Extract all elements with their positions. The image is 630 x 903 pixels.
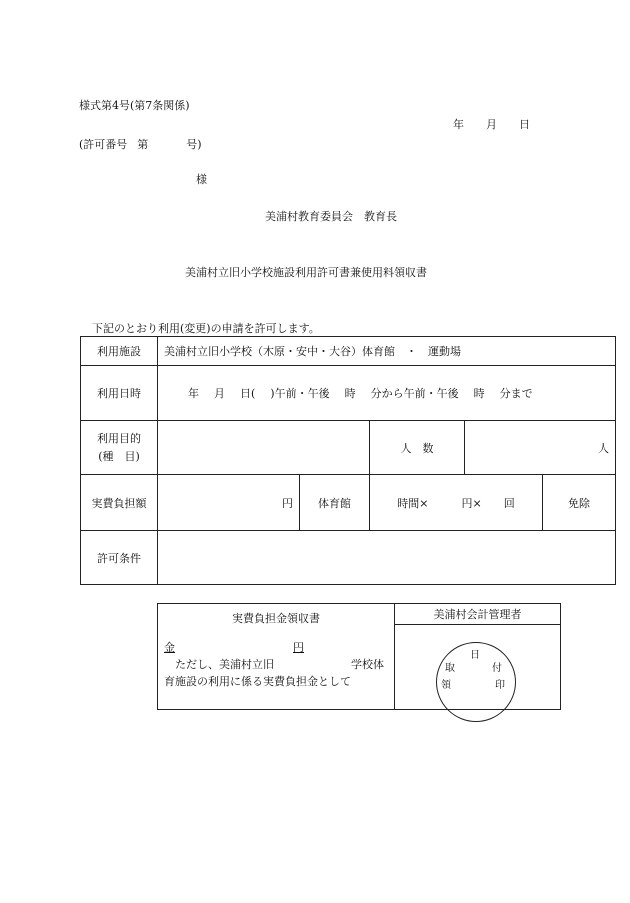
cost-exempt: 免除 bbox=[543, 475, 616, 531]
facility-value: 美浦村立旧小学校（木原・安中・大谷）体育館 ・ 運動場 bbox=[158, 337, 616, 366]
receipt-box bbox=[157, 603, 561, 710]
cost-gym: 体育館 bbox=[300, 475, 370, 531]
addressee: 様 bbox=[196, 173, 207, 186]
dt-hour1: 時 bbox=[344, 387, 356, 400]
date-month: 月 bbox=[486, 118, 497, 131]
receipt-title: 実費負担金領収書 bbox=[232, 612, 320, 625]
purpose-row bbox=[81, 421, 616, 475]
stamp-right1: 付 bbox=[492, 663, 502, 674]
datetime-row bbox=[81, 366, 616, 421]
datetime-value bbox=[158, 366, 616, 421]
people-unit: 人 bbox=[465, 421, 616, 475]
facility-row bbox=[81, 337, 616, 366]
permit-number bbox=[79, 136, 202, 152]
amount-prefix: 金 bbox=[164, 641, 175, 654]
stamp-left2: 領 bbox=[441, 680, 451, 691]
stamp-cell bbox=[395, 625, 561, 710]
amount-suffix: 円 bbox=[293, 641, 304, 654]
dt-day: 日( bbox=[240, 387, 256, 400]
conditions-value bbox=[158, 531, 616, 585]
receipt-note-2: 育施設の利用に係る実費負担金として bbox=[164, 675, 351, 688]
issue-date bbox=[453, 116, 552, 132]
date-year: 年 bbox=[453, 118, 464, 131]
datetime-label: 利用日時 bbox=[81, 366, 158, 421]
accounting-manager: 美浦村会計管理者 bbox=[395, 604, 561, 625]
dt-hour2: 時 bbox=[473, 387, 485, 400]
receipt-stamp-circle bbox=[436, 642, 516, 722]
purpose-label bbox=[81, 421, 158, 475]
facility-label: 利用施設 bbox=[81, 337, 158, 366]
permit-go: 号) bbox=[186, 138, 202, 151]
dt-until: 分まで bbox=[499, 387, 533, 400]
permit-dai: 第 bbox=[137, 138, 149, 151]
issuer: 美浦村教育委員会 教育長 bbox=[265, 210, 397, 223]
cost-row bbox=[81, 475, 616, 531]
intro-text: 下記のとおり利用(変更)の申請を許可します。 bbox=[92, 322, 320, 335]
purpose-label-line1: 利用目的 bbox=[97, 431, 141, 445]
date-day: 日 bbox=[519, 118, 530, 131]
purpose-value bbox=[158, 421, 370, 475]
conditions-row bbox=[81, 531, 616, 585]
dt-month: 月 bbox=[214, 387, 225, 400]
document-title: 美浦村立旧小学校施設利用許可書兼使用料領収書 bbox=[185, 266, 427, 279]
stamp-left1: 取 bbox=[445, 663, 455, 674]
form-number: 様式第4号(第7条関係) bbox=[79, 99, 190, 112]
people-label: 人 数 bbox=[370, 421, 465, 475]
cost-yen: 円 bbox=[158, 475, 300, 531]
dt-year: 年 bbox=[188, 387, 199, 400]
cost-label: 実費負担額 bbox=[81, 475, 158, 531]
purpose-label-line2: (種 目) bbox=[98, 449, 140, 463]
permit-prefix: (許可番号 bbox=[79, 138, 128, 151]
dt-from: 分から午前・午後 bbox=[370, 387, 459, 400]
cost-calc: 時間× 円× 回 bbox=[370, 475, 543, 531]
receipt-note-1: ただし、美浦村立旧 学校体 bbox=[175, 658, 384, 671]
receipt-amount bbox=[164, 639, 388, 656]
stamp-top: 日 bbox=[470, 650, 480, 661]
stamp-right2: 印 bbox=[495, 680, 505, 691]
conditions-label: 許可条件 bbox=[81, 531, 158, 585]
dt-ampm1: )午前・午後 bbox=[270, 387, 330, 400]
permit-table bbox=[80, 336, 616, 585]
receipt-body bbox=[158, 604, 395, 710]
